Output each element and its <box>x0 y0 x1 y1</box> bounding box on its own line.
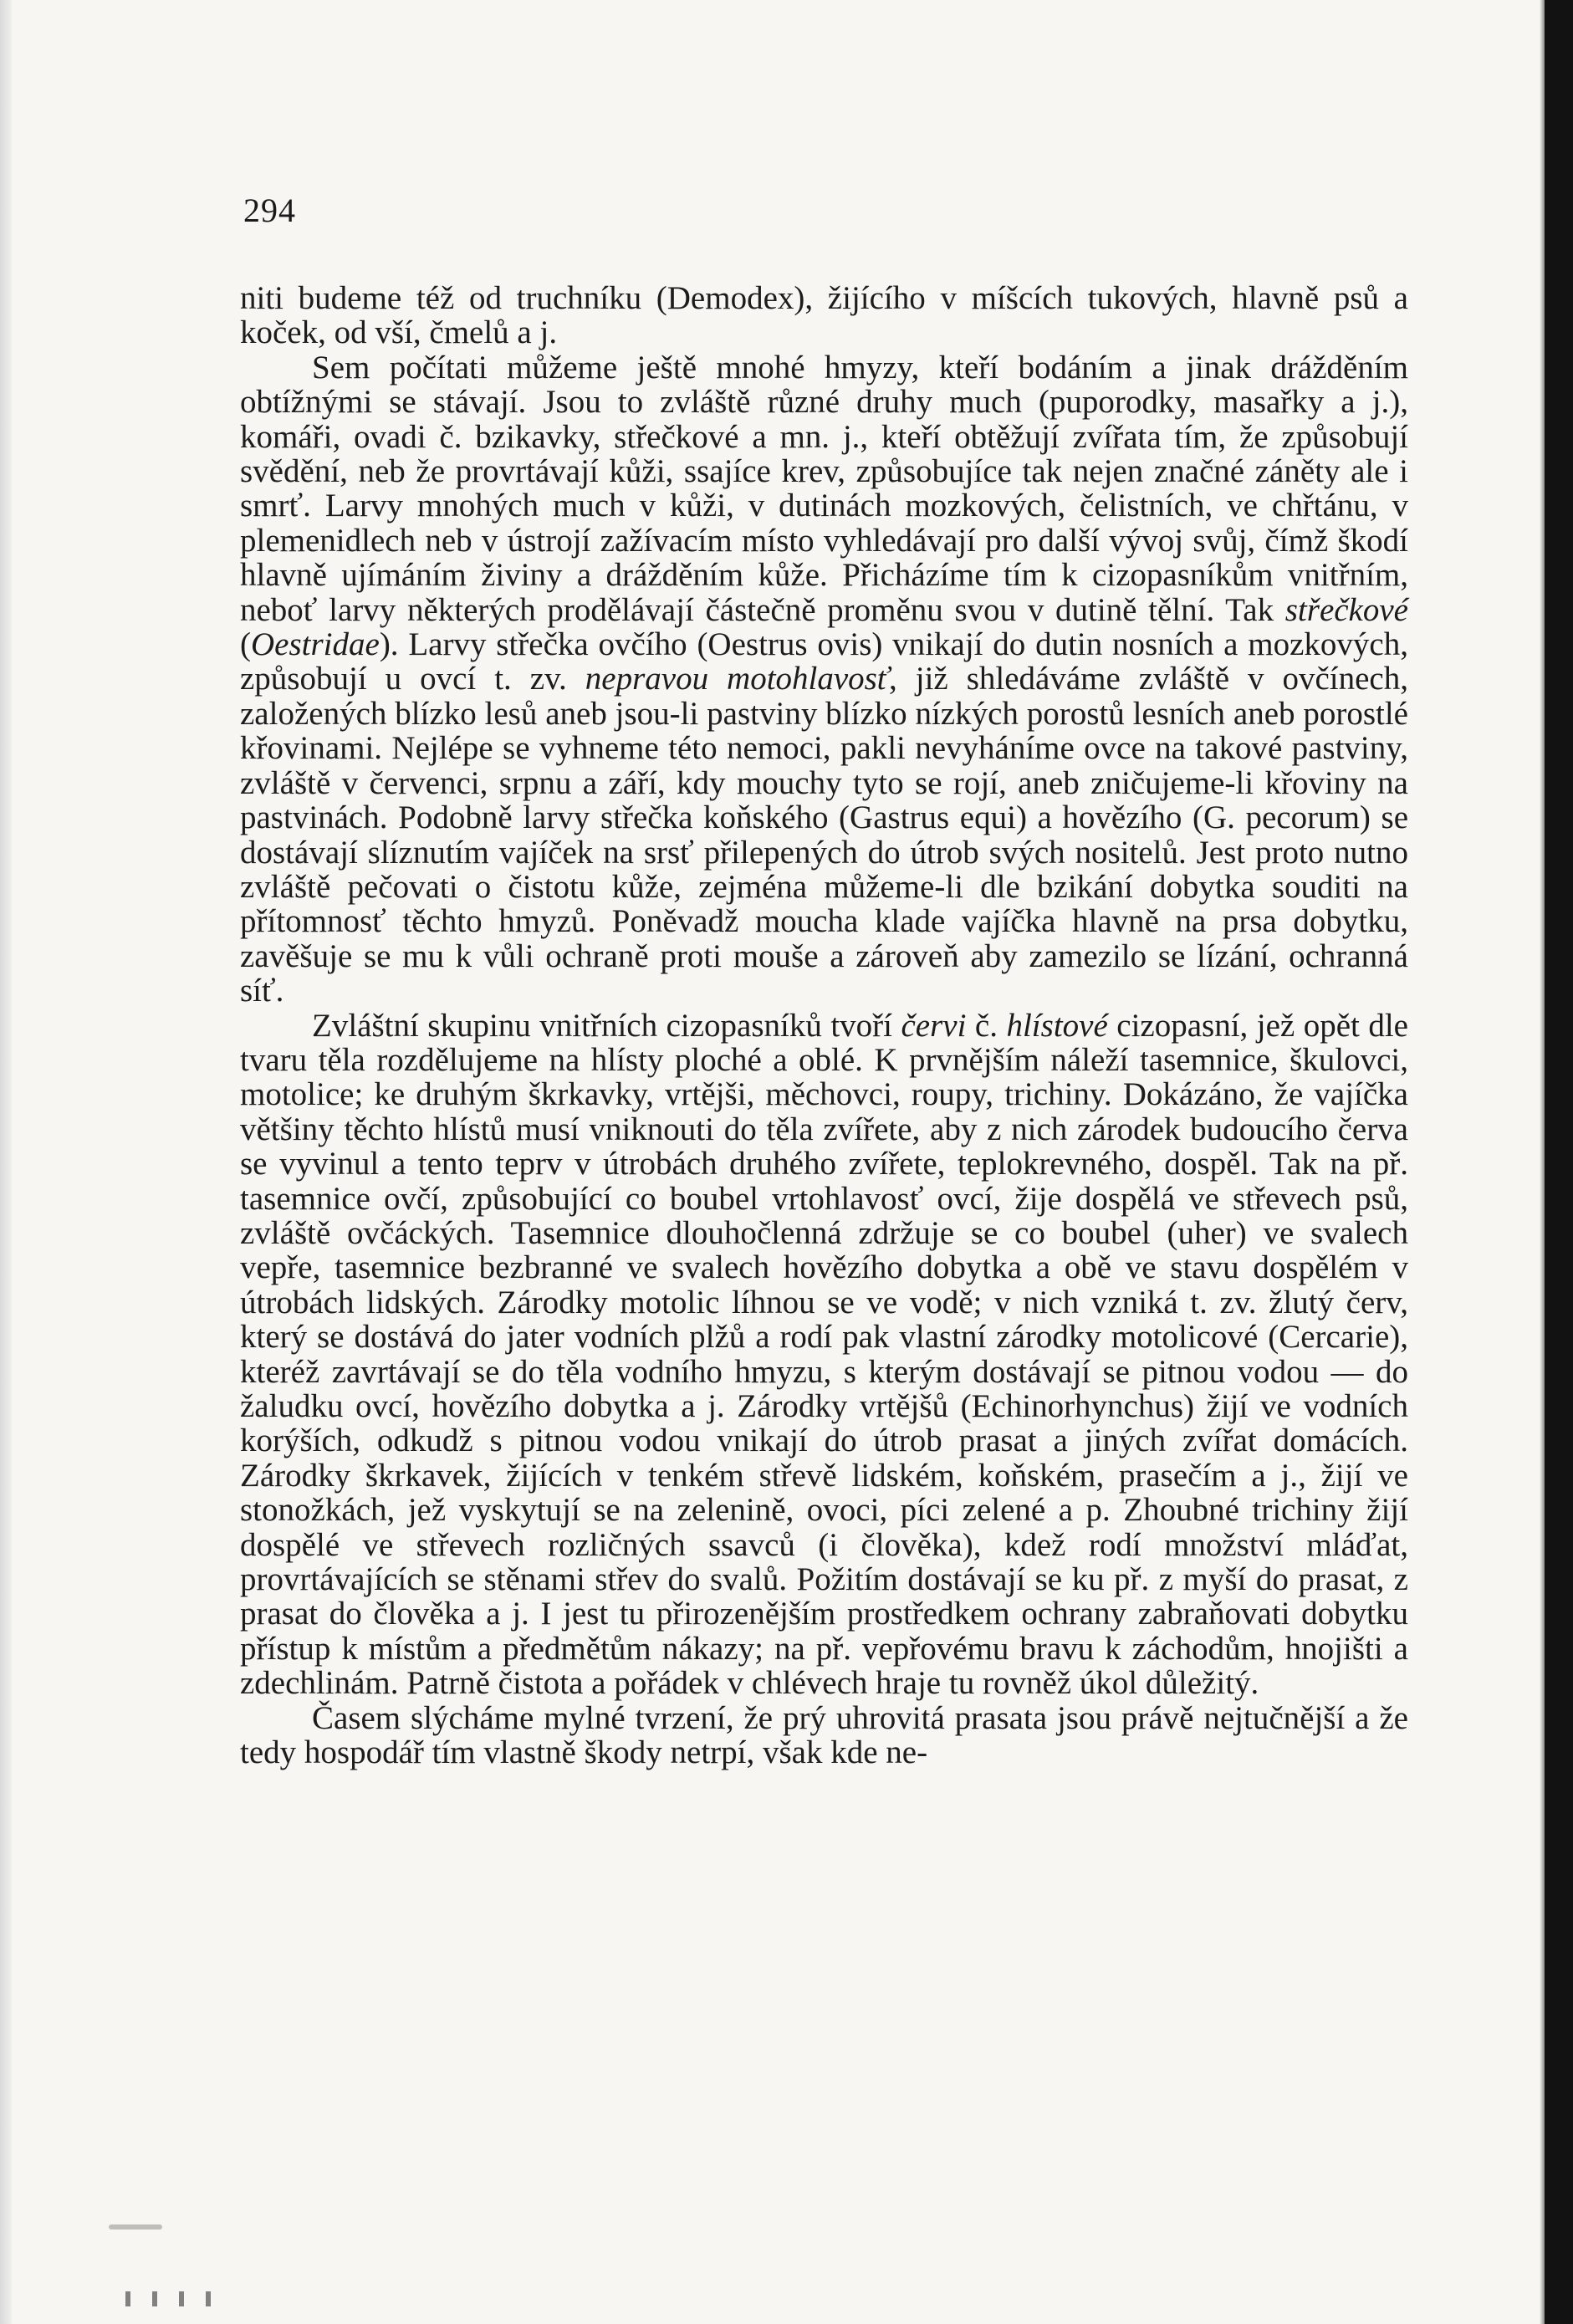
scan-mark <box>206 2291 211 2306</box>
scan-artifacts <box>125 2291 343 2306</box>
italic-term: hlístové <box>1006 1007 1108 1044</box>
italic-term: střečkové <box>1284 591 1408 628</box>
paragraph <box>240 281 1408 350</box>
body-text <box>240 281 1408 1770</box>
text-run: , již shledáváme zvláště v ovčínech, založených blízko lesů aneb jsou-li pastviny blízko nízkých porostů lesních aneb porostlé křovinami. Nejlépe se vyhneme této nemoci, pakli nevyháníme ovce na takové pastviny, zvláště v červenci, srpnu a září, kdy mouchy tyto se rojí, aneb zničujeme-li křoviny na pastvinách. Podobně larvy střečka koňského (Gastrus equi) a hovězího (G. pecorum) se dostávají slíznutím vajíček na srsť přilepených do útrob svých nositelů. Jest proto nutno zvláště pečovati o čistotu kůže, zejména můžeme-li dle bzikání dobytka souditi na přítomnosť těchto hmyzů. Poněvadž moucha klade vajíčka hlavně na prsa dobytku, zavěšuje se mu k vůli ochraně proti mouše a zároveň aby zamezilo se lízání, ochranná síť. <box>240 661 1408 1009</box>
italic-term: nepravou motohlavosť <box>585 661 890 697</box>
text-run: ( <box>240 626 251 663</box>
page-number: 294 <box>243 192 296 229</box>
paragraph <box>240 350 1408 1009</box>
text-run: cizopasní, jež opět dle tvaru těla rozdělujeme na hlísty ploché a oblé. K prvnějším náleží tasemnice, škulovci, motolice; ke druhým škrkavky, vrtějši, měchovci, roupy, trichiny. Dokázáno, že vajíčka většiny těchto hlístů musí vniknouti do těla zvířete, aby z nich zárodek budoucího červa se vyvinul a tento teprv v útrobách druhého zvířete, teplokrevného, dospěl. Tak na př. tasemnice ovčí, způsobující co boubel vrtohlavosť ovcí, žije dospělá ve střevech psů, zvláště ovčáckých. Tasemnice dlouhočlenná zdržuje se co boubel (uher) ve svalech vepře, tasemnice bezbranné ve svalech hovězího dobytka a obě ve stavu dospělém v útrobách lidských. Zárodky motolic líhnou se ve vodě; v nich vzniká t. zv. žlutý červ, který se dostává do jater vodních plžů a rodí pak vlastní zárodky motolicové (Cercarie), kteréž zavrtávají se do těla vodního hmyzu, s kterým dostávají se pitnou vodou — do žaludku ovcí, hovězího dobytka a j. Zárodky vrtějšů (Echinorhynchus) žijí ve vodních korýších, odkudž s pitnou vodou vnikají do útrob prasat a jiných zvířat domácích. Zárodky škrkavek, žijících v tenkém střevě lidském, koňském, prasečím a j., žijí ve stonožkách, jež vyskytují se na zelenině, ovoci, píci zelené a p. Zhoubné trichiny žijí dospělé ve střevech rozličných ssavců (i člověka), kdež rodí množství mláďat, provrtávajících se stěnami střev do svalů. Požitím dostávají se ku př. z myší do prasat, z prasat do člověka a j. I jest tu přirozenějším prostředkem ochrany zabraňovati dobytku přístup k místům a předmětům nákazy; na př. vepřovému bravu k záchodům, hnojišti a zdechlinám. Patrně čistota a pořádek v chlévech hraje tu rovněž úkol důležitý. <box>240 1007 1408 1702</box>
page-left-edge <box>0 0 12 2324</box>
scan-mark <box>125 2291 130 2306</box>
italic-term: červi <box>901 1007 967 1044</box>
scan-mark <box>152 2291 157 2306</box>
text-run: niti budeme též od truchníku (Demodex), žijícího v míšcích tukových, hlavně psů a koček, od vší, čmelů a j. <box>240 280 1408 351</box>
text-run: Časem slýcháme mylné tvrzení, že prý uhrovitá prasata jsou právě nejtučnější a že tedy hospodář tím vlastně škody netrpí, však kde ne- <box>240 1699 1408 1771</box>
text-run: Sem počítati můžeme ještě mnohé hmyzy, kteří bodáním a jinak drážděním obtížnými se stávají. Jsou to zvláště různé druhy much (puporodky, masařky a j.), komáři, ovadi č. bzikavky, střečkové a mn. j., kteří obtěžují zvířata tím, že způsobují svědění, neb že provrtávají kůži, ssajíce krev, způsobujíce tak nejen značné záněty ale i smrť. Larvy mnohých much v kůži, v dutinách mozkových, čelistních, ve chřtánu, v plemenidlech neb v ústrojí zažívacím místo vyhledávají pro další vývoj svůj, čímž škodí hlavně ujímáním živiny a drážděním kůže. Přicházíme tím k cizopasníkům vnitřním, neboť larvy některých prodělávají částečně proměnu svou v dutině tělní. Tak <box>240 349 1408 628</box>
text-run: č. <box>966 1007 1007 1044</box>
scan-smudge <box>109 2224 162 2230</box>
paragraph <box>240 1701 1408 1770</box>
italic-term: Oestridae <box>251 626 380 663</box>
scan-mark <box>179 2291 184 2306</box>
book-binding-edge <box>1545 0 1573 2324</box>
paragraph <box>240 1009 1408 1701</box>
text-run: ). Larvy střečka ovčího (Oestrus ovis) vnikají do dutin nosních a mozkových, způsobují u ovcí t. zv. <box>240 626 1408 697</box>
text-run: Zvláštní skupinu vnitřních cizopasníků tvoří <box>312 1007 901 1044</box>
